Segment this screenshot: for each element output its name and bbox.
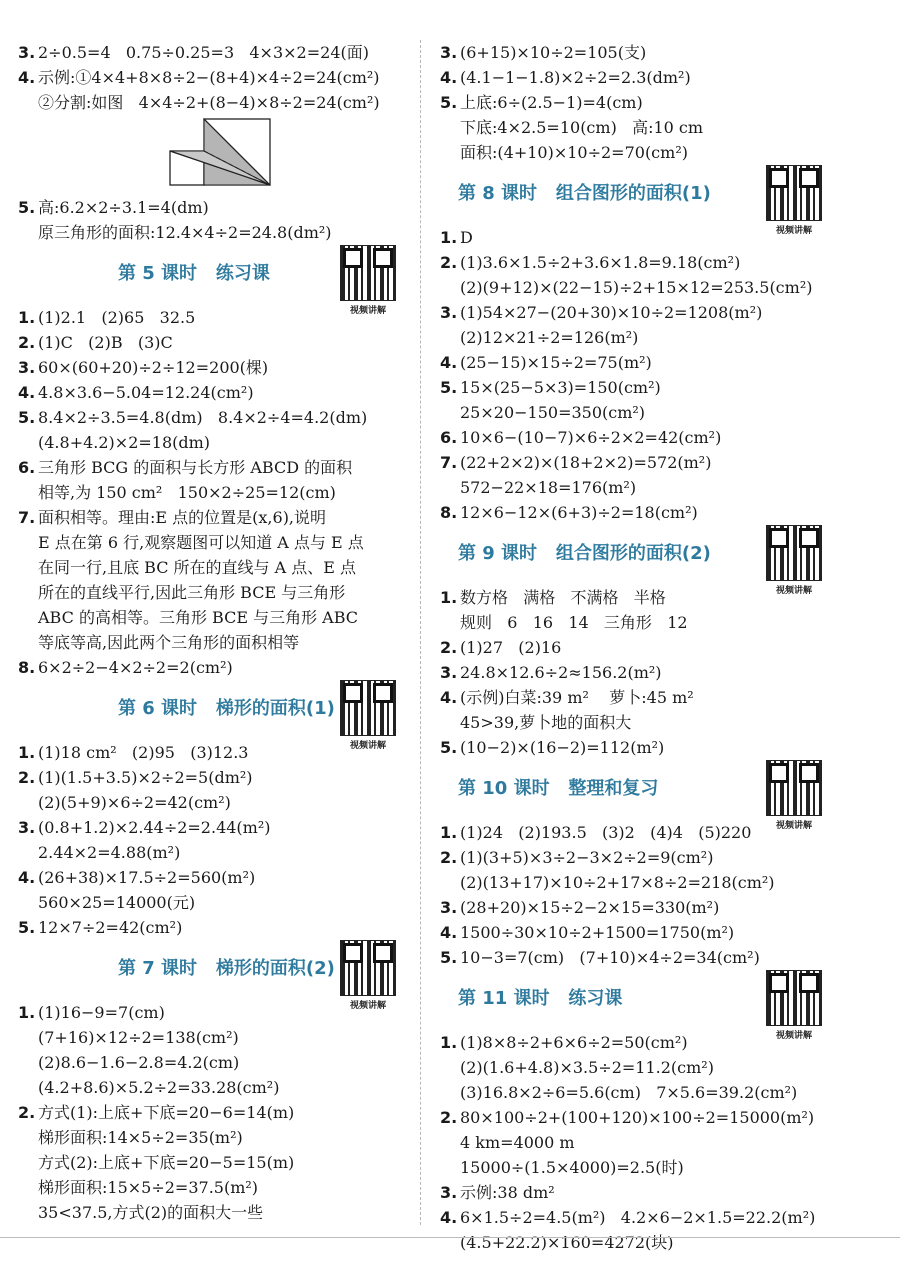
answer-text: 60×(60+20)÷2÷12=200(棵) <box>38 358 269 377</box>
question-number: 3. <box>18 43 36 62</box>
question-number: 5. <box>18 408 36 427</box>
answer-text: 规则 6 16 14 三角形 12 <box>460 613 688 632</box>
question-number: 5. <box>440 738 458 757</box>
question-number: 4. <box>440 353 458 372</box>
qr-label: 视频讲解 <box>775 226 812 236</box>
answer-text: 45>39,萝卜地的面积大 <box>460 713 632 732</box>
answer-text: (7+16)×12÷2=138(cm²) <box>38 1028 239 1047</box>
answer-text: 1500÷30×10÷2+1500=1750(m²) <box>460 923 735 942</box>
answer-text: 下底:4×2.5=10(cm) 高:10 cm <box>460 118 704 137</box>
answer-text: 15000÷(1.5×4000)=2.5(时) <box>460 1158 684 1177</box>
qr-label: 视频讲解 <box>775 586 812 596</box>
answer-text: (6+15)×10÷2=105(支) <box>460 43 647 62</box>
answer-text: 25×20−150=350(cm²) <box>460 403 646 422</box>
answer-line <box>440 735 885 760</box>
answer-text: 方式(1):上底+下底=20−6=14(m) <box>38 1103 295 1122</box>
question-number: 5. <box>440 93 458 112</box>
answer-text: (1)8×8÷2+6×6÷2=50(cm²) <box>460 1033 688 1052</box>
answer-text: 方式(2):上底+下底=20−5=15(m) <box>38 1153 295 1172</box>
lesson-heading-row <box>440 760 885 831</box>
video-qr-code[interactable] <box>766 760 822 831</box>
answer-line <box>18 1200 410 1225</box>
answer-line <box>440 1055 885 1080</box>
question-number: 8. <box>440 503 458 522</box>
answer-text: (1)2.1 (2)65 32.5 <box>38 308 196 327</box>
answer-text: 所在的直线平行,因此三角形 BCE 与三角形 <box>38 583 346 602</box>
question-number: 7. <box>440 453 458 472</box>
question-number: 4. <box>440 68 458 87</box>
answer-line <box>18 865 410 890</box>
qr-label: 视频讲解 <box>775 821 812 831</box>
answer-text: 12×7÷2=42(cm²) <box>38 918 183 937</box>
answer-text: 原三角形的面积:12.4×4÷2=24.8(dm²) <box>38 223 332 242</box>
answer-text: 15×(25−5×3)=150(cm²) <box>460 378 661 397</box>
question-number: 5. <box>440 378 458 397</box>
answer-line <box>18 605 410 630</box>
answer-text: 数方格 满格 不满格 半格 <box>460 588 666 607</box>
question-number: 2. <box>440 253 458 272</box>
question-number: 4. <box>440 688 458 707</box>
question-number: 1. <box>440 228 458 247</box>
answer-text: 高:6.2×2÷3.1=4(dm) <box>38 198 209 217</box>
answer-text: (2)(13+17)×10÷2+17×8÷2=218(cm²) <box>460 873 775 892</box>
question-number: 8. <box>18 658 36 677</box>
answer-text: (4.5+22.2)×160=4272(块) <box>460 1233 674 1252</box>
lesson-heading-row <box>440 525 885 596</box>
answer-line <box>440 845 885 870</box>
qr-code-icon <box>766 165 822 221</box>
question-number: 1. <box>440 588 458 607</box>
lesson-heading: 第 11 课时 练习课 <box>458 988 623 1009</box>
answer-text: (2)12×21÷2=126(m²) <box>460 328 639 347</box>
answer-text: 24.8×12.6÷2≈156.2(m²) <box>460 663 662 682</box>
answer-line <box>440 140 885 165</box>
answer-line <box>440 350 885 375</box>
qr-code-icon <box>340 245 396 301</box>
answer-line <box>440 450 885 475</box>
answer-text: 2÷0.5=4 0.75÷0.25=3 4×3×2=24(面) <box>38 43 369 62</box>
answer-line <box>440 115 885 140</box>
answer-line <box>18 890 410 915</box>
answer-line <box>440 275 885 300</box>
answer-line <box>440 425 885 450</box>
question-number: 1. <box>440 1033 458 1052</box>
answer-line <box>18 220 410 245</box>
answer-text: 6×2÷2−4×2÷2=2(cm²) <box>38 658 233 677</box>
answer-line <box>440 1080 885 1105</box>
answer-line <box>440 300 885 325</box>
question-number: 2. <box>18 768 36 787</box>
answer-text: 10−3=7(cm) (7+10)×4÷2=34(cm²) <box>460 948 760 967</box>
question-number: 3. <box>440 43 458 62</box>
answer-text: 4 km=4000 m <box>460 1133 575 1152</box>
answer-line <box>440 65 885 90</box>
qr-label: 视频讲解 <box>349 306 386 316</box>
video-qr-code[interactable] <box>766 165 822 236</box>
answer-text: (示例)白菜:39 m² 萝卜:45 m² <box>460 688 694 707</box>
answer-text: 相等,为 150 cm² 150×2÷25=12(cm) <box>38 483 336 502</box>
question-number: 3. <box>18 358 36 377</box>
answer-text: (2)(5+9)×6÷2=42(cm²) <box>38 793 231 812</box>
answer-line <box>440 1230 885 1255</box>
answer-text: (2)8.6−1.6−2.8=4.2(cm) <box>38 1053 240 1072</box>
answer-text: (1)54×27−(20+30)×10÷2=1208(m²) <box>460 303 763 322</box>
lesson-heading: 第 10 课时 整理和复习 <box>458 778 659 799</box>
answer-text: (25−15)×15÷2=75(m²) <box>460 353 652 372</box>
lesson-heading-row <box>18 680 410 751</box>
answer-text: (2)(9+12)×(22−15)÷2+15×12=253.5(cm²) <box>460 278 813 297</box>
answer-line <box>440 1155 885 1180</box>
geometry-figure <box>18 115 410 195</box>
answer-line <box>18 355 410 380</box>
question-number: 2. <box>18 333 36 352</box>
lesson-heading-row <box>18 245 410 316</box>
lesson-heading: 第 8 课时 组合图形的面积(1) <box>458 183 711 204</box>
answer-text: 6×1.5÷2=4.5(m²) 4.2×6−2×1.5=22.2(m²) <box>460 1208 816 1227</box>
answer-text: (1)16−9=7(cm) <box>38 1003 165 1022</box>
answer-line <box>18 65 410 90</box>
answer-line <box>440 90 885 115</box>
answer-text: 4.8×3.6−5.04=12.24(cm²) <box>38 383 254 402</box>
answer-text: (1)(1.5+3.5)×2÷2=5(dm²) <box>38 768 253 787</box>
lesson-heading-row <box>440 165 885 236</box>
answer-text: (4.2+8.6)×5.2÷2=33.28(cm²) <box>38 1078 280 1097</box>
answer-line <box>18 455 410 480</box>
composite-shape-diagram <box>18 115 410 195</box>
answer-line <box>18 505 410 530</box>
lesson-heading: 第 5 课时 练习课 <box>118 263 270 284</box>
qr-code-icon <box>340 940 396 996</box>
answer-line <box>18 405 410 430</box>
question-number: 4. <box>18 68 36 87</box>
video-qr-code[interactable] <box>340 245 396 316</box>
answer-text: (28+20)×15÷2−2×15=330(m²) <box>460 898 720 917</box>
answer-line <box>440 1180 885 1205</box>
answer-text: 梯形面积:15×5÷2=37.5(m²) <box>38 1178 259 1197</box>
answer-line <box>18 1025 410 1050</box>
answer-line <box>18 655 410 680</box>
answer-text: 上底:6÷(2.5−1)=4(cm) <box>460 93 643 112</box>
answer-text: 2.44×2=4.88(m²) <box>38 843 181 862</box>
question-number: 1. <box>18 1003 36 1022</box>
answer-line <box>440 870 885 895</box>
answer-text: 10×6−(10−7)×6÷2×2=42(cm²) <box>460 428 722 447</box>
answer-text: 560×25=14000(元) <box>38 893 196 912</box>
lesson-heading: 第 7 课时 梯形的面积(2) <box>118 958 335 979</box>
video-qr-code[interactable] <box>766 525 822 596</box>
qr-label: 视频讲解 <box>349 1001 386 1011</box>
answer-line <box>440 710 885 735</box>
question-number: 3. <box>440 303 458 322</box>
answer-text: (3)16.8×2÷6=5.6(cm) 7×5.6=39.2(cm²) <box>460 1083 798 1102</box>
answer-line <box>18 1050 410 1075</box>
qr-label: 视频讲解 <box>349 741 386 751</box>
footer-rule <box>0 1237 900 1238</box>
answer-line <box>18 530 410 555</box>
question-number: 4. <box>440 923 458 942</box>
qr-code-icon <box>766 760 822 816</box>
answer-text: 12×6−12×(6+3)÷2=18(cm²) <box>460 503 698 522</box>
answer-text: (26+38)×17.5÷2=560(m²) <box>38 868 256 887</box>
question-number: 4. <box>440 1208 458 1227</box>
answer-line <box>440 500 885 525</box>
answer-text: 示例:①4×4+8×8÷2−(8+4)×4÷2=24(cm²) <box>38 68 380 87</box>
question-number: 1. <box>18 743 36 762</box>
column-divider <box>420 40 421 1225</box>
answer-line <box>18 915 410 940</box>
answer-text: (1)(3+5)×3÷2−3×2÷2=9(cm²) <box>460 848 714 867</box>
answer-text: E 点在第 6 行,观察题图可以知道 A 点与 E 点 <box>38 533 364 552</box>
answer-line <box>440 610 885 635</box>
answer-line <box>18 330 410 355</box>
question-number: 4. <box>18 383 36 402</box>
answer-line <box>18 430 410 455</box>
question-number: 2. <box>440 1108 458 1127</box>
answer-text: (4.1−1−1.8)×2÷2=2.3(dm²) <box>460 68 691 87</box>
answer-text: 三角形 BCG 的面积与长方形 ABCD 的面积 <box>38 458 353 477</box>
video-qr-code[interactable] <box>340 940 396 1011</box>
answer-line <box>440 895 885 920</box>
answer-text: 572−22×18=176(m²) <box>460 478 637 497</box>
question-number: 5. <box>18 198 36 217</box>
answer-line <box>18 630 410 655</box>
answer-line <box>440 250 885 275</box>
answer-line <box>18 90 410 115</box>
answer-text: 等底等高,因此两个三角形的面积相等 <box>38 633 300 652</box>
question-number: 2. <box>440 638 458 657</box>
answer-line <box>440 400 885 425</box>
lesson-heading: 第 6 课时 梯形的面积(1) <box>118 698 335 719</box>
question-number: 3. <box>440 1183 458 1202</box>
answer-line <box>440 685 885 710</box>
answer-line <box>18 580 410 605</box>
answer-text: (1)3.6×1.5÷2+3.6×1.8=9.18(cm²) <box>460 253 741 272</box>
answer-text: (0.8+1.2)×2.44÷2=2.44(m²) <box>38 818 271 837</box>
answer-line <box>18 1175 410 1200</box>
answer-text: (1)24 (2)193.5 (3)2 (4)4 (5)220 <box>460 823 752 842</box>
answer-line <box>18 840 410 865</box>
lesson-heading: 第 9 课时 组合图形的面积(2) <box>458 543 711 564</box>
answer-line <box>18 380 410 405</box>
question-number: 2. <box>18 1103 36 1122</box>
answer-text: (1)C (2)B (3)C <box>38 333 173 352</box>
answer-line <box>440 1105 885 1130</box>
answer-line <box>18 790 410 815</box>
answer-text: 梯形面积:14×5÷2=35(m²) <box>38 1128 243 1147</box>
video-qr-code[interactable] <box>766 970 822 1041</box>
question-number: 5. <box>440 948 458 967</box>
qr-code-icon <box>766 525 822 581</box>
answer-line <box>440 660 885 685</box>
answer-text: (22+2×2)×(18+2×2)=572(m²) <box>460 453 712 472</box>
answer-text: 示例:38 dm² <box>460 1183 555 1202</box>
answer-line <box>440 945 885 970</box>
right-column <box>440 40 885 1255</box>
answer-line <box>440 1130 885 1155</box>
answer-text: 面积:(4+10)×10÷2=70(cm²) <box>460 143 688 162</box>
answer-text: (2)(1.6+4.8)×3.5÷2=11.2(cm²) <box>460 1058 714 1077</box>
question-number: 3. <box>440 663 458 682</box>
answer-line <box>18 40 410 65</box>
question-number: 1. <box>18 308 36 327</box>
answer-line <box>440 635 885 660</box>
answer-line <box>18 1150 410 1175</box>
answer-line <box>440 475 885 500</box>
qr-code-icon <box>766 970 822 1026</box>
answer-line <box>440 1205 885 1230</box>
answer-text: (1)18 cm² (2)95 (3)12.3 <box>38 743 249 762</box>
answer-text: 35<37.5,方式(2)的面积大一些 <box>38 1203 264 1222</box>
question-number: 5. <box>18 918 36 937</box>
answer-text: (10−2)×(16−2)=112(m²) <box>460 738 665 757</box>
question-number: 6. <box>440 428 458 447</box>
answer-line <box>440 325 885 350</box>
lesson-heading-row <box>440 970 885 1041</box>
answer-line <box>440 920 885 945</box>
answer-line <box>18 815 410 840</box>
answer-text: D <box>460 228 473 247</box>
left-column <box>18 40 410 1225</box>
answer-text: (1)27 (2)16 <box>460 638 562 657</box>
answer-line <box>440 40 885 65</box>
answer-line <box>18 1075 410 1100</box>
answer-line <box>18 1100 410 1125</box>
answer-text: 在同一行,且底 BC 所在的直线与 A 点、E 点 <box>38 558 357 577</box>
question-number: 2. <box>440 848 458 867</box>
answer-text: 8.4×2÷3.5=4.8(dm) 8.4×2÷4=4.2(dm) <box>38 408 368 427</box>
question-number: 7. <box>18 508 36 527</box>
question-number: 3. <box>440 898 458 917</box>
answer-line <box>18 765 410 790</box>
qr-label: 视频讲解 <box>775 1031 812 1041</box>
answer-line <box>18 555 410 580</box>
lesson-heading-row <box>18 940 410 1011</box>
answer-line <box>18 480 410 505</box>
answer-text: ABC 的高相等。三角形 BCE 与三角形 ABC <box>38 608 359 627</box>
answer-text: 面积相等。理由:E 点的位置是(x,6),说明 <box>38 508 327 527</box>
video-qr-code[interactable] <box>340 680 396 751</box>
question-number: 1. <box>440 823 458 842</box>
question-number: 4. <box>18 868 36 887</box>
answer-line <box>18 195 410 220</box>
answer-text: ②分割:如图 4×4÷2+(8−4)×8÷2=24(cm²) <box>38 93 380 112</box>
qr-code-icon <box>340 680 396 736</box>
answer-text: (4.8+4.2)×2=18(dm) <box>38 433 211 452</box>
answer-text: 80×100÷2+(100+120)×100÷2=15000(m²) <box>460 1108 815 1127</box>
answer-line <box>440 375 885 400</box>
question-number: 3. <box>18 818 36 837</box>
answer-line <box>18 1125 410 1150</box>
question-number: 6. <box>18 458 36 477</box>
